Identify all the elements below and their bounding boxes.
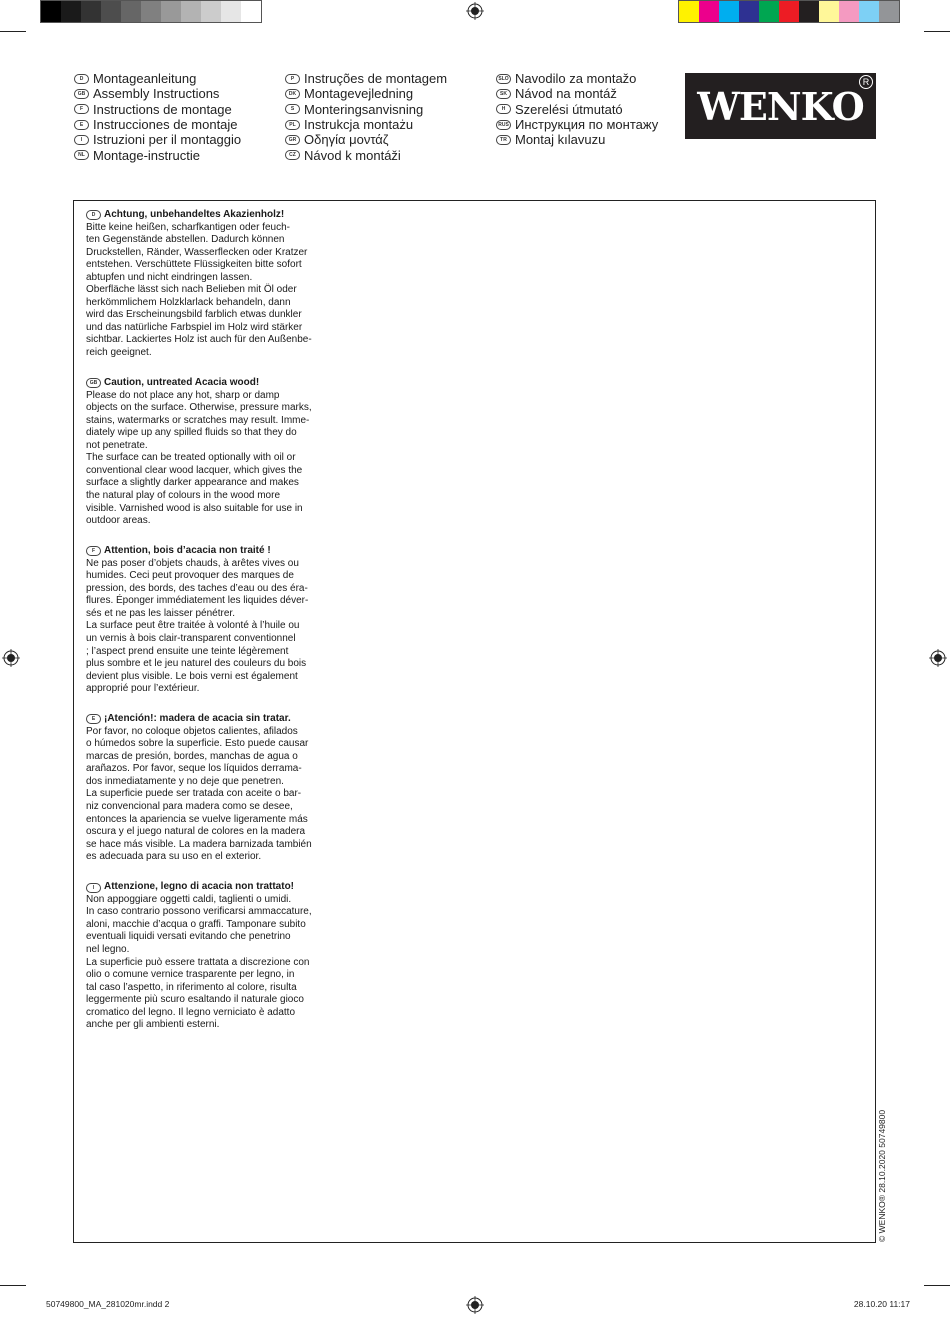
language-item	[285, 147, 447, 162]
section-body: Non appoggiare oggetti caldi, taglienti o umidi. In caso contrario possono verificarsi ammaccature, aloni, macchie d’acqua o graffi. Tamponare subito eventuali liquidi versati evitando che penetrino nel legno. La superficie può essere trattata a discrezione con olio o comune vernice trasparente per legno, in tal caso l’aspetto, in riferimento al colore, risulta leggermente più scuro esaltando il naturale gioco cromatico del legno. Il legno verniciato è adatto anche per gli ambienti esterni.	[86, 893, 312, 1031]
language-code-badge: DK	[285, 89, 300, 99]
language-list-col2	[285, 71, 447, 163]
care-section	[86, 377, 336, 528]
language-item	[496, 102, 658, 117]
language-label: Montage-instructie	[93, 147, 200, 163]
language-label: Instrukcja montażu	[304, 117, 414, 133]
section-title	[86, 377, 336, 390]
language-item	[74, 71, 241, 86]
logo-text: WENKO	[697, 83, 864, 129]
color-swatch	[81, 1, 101, 22]
language-label: Monteringsanvisning	[304, 101, 424, 117]
color-swatch	[739, 1, 759, 22]
language-label: Инструкция по монтажу	[515, 117, 659, 133]
language-code-badge: E	[74, 120, 89, 130]
color-swatch	[699, 1, 719, 22]
language-label: Instruções de montagem	[304, 71, 448, 87]
language-code-badge: H	[496, 104, 511, 114]
language-item	[285, 102, 447, 117]
language-code-badge: SK	[496, 89, 511, 99]
language-code-badge: D	[86, 210, 101, 220]
language-label: Istruzioni per il montaggio	[93, 132, 242, 148]
section-title	[86, 713, 336, 726]
care-instructions	[86, 209, 336, 1049]
color-swatch	[759, 1, 779, 22]
language-item	[496, 117, 658, 132]
language-code-badge: GB	[74, 89, 89, 99]
section-title	[86, 545, 336, 558]
language-item	[285, 71, 447, 86]
language-label: Montagevejledning	[304, 86, 414, 102]
copyright-note: © WENKO® 28.10.2020 50749800	[877, 1109, 887, 1242]
care-section	[86, 209, 336, 360]
section-body: Ne pas poser d’objets chauds, à arêtes vives ou humides. Ceci peut provoquer des marques de pression, des bords, des taches d’eau ou des éra- flures. Éponger immédiatement les liquides déver- sés et ne pas les laisser pénétrer. La surface peut être traitée à volonté à l’huile ou un vernis à bois clair-transparent conventionnel ; l’aspect prend ensuite une teinte légèrement plus sombre et le jeu naturel des couleurs du bois devient plus visible. Le bois verni est également approprié pour l’extérieur.	[86, 557, 309, 695]
language-label: Assembly Instructions	[93, 86, 220, 102]
language-code-badge: NL	[74, 150, 89, 160]
color-swatch	[819, 1, 839, 22]
footer-datetime: 28.10.20 11:17	[853, 1299, 910, 1309]
color-swatch	[221, 1, 241, 22]
wenko-logo	[685, 73, 876, 139]
language-code-badge: I	[86, 883, 101, 893]
language-code-badge: S	[285, 104, 300, 114]
color-swatch	[779, 1, 799, 22]
language-code-badge: GR	[285, 135, 300, 145]
color-swatch	[201, 1, 221, 22]
language-code-badge: F	[74, 104, 89, 114]
section-body: Por favor, no coloque objetos calientes, afilados o húmedos sobre la superficie. Esto puede causar marcas de presión, bordes, manchas de agua o arañazos. Por favor, seque los líquidos derrama- dos inmediatamente y no deje que penetren. La superficie puede ser tratada con aceite o bar- niz convencional para madera como se desee, entonces la apariencia se vuelve ligeramente más oscura y el juego natural de colores en la madera se hace más visible. La madera barnizada también es adecuada para su uso en el exterior.	[86, 725, 312, 863]
care-section	[86, 545, 336, 696]
language-code-badge: E	[86, 714, 101, 724]
language-item	[285, 117, 447, 132]
language-code-badge: F	[86, 546, 101, 556]
language-code-badge: PL	[285, 120, 300, 130]
color-swatch	[799, 1, 819, 22]
language-label: Návod k montáži	[304, 147, 401, 163]
section-body: Please do not place any hot, sharp or damp objects on the surface. Otherwise, pressure marks, stains, watermarks or scratches may result. Imme- diately wipe up any spilled fluids so that they do not penetrate. The surface can be treated optionally with oil or conventional clear wood lacquer, which gives the surface a slightly darker appearance and makes the natural play of colours in the wood more visible. Varnished wood is also suitable for use in outdoor areas.	[86, 389, 312, 527]
language-label: Montaj kılavuzu	[515, 132, 606, 148]
language-label: Navodilo za montažo	[515, 71, 637, 87]
language-label: Montageanleitung	[93, 71, 197, 87]
section-title	[86, 881, 336, 894]
registration-mark-icon	[466, 2, 484, 20]
color-swatch	[101, 1, 121, 22]
language-list-col1	[74, 71, 241, 163]
language-label: Návod na montáž	[515, 86, 617, 102]
language-code-badge: D	[74, 74, 89, 84]
language-item	[285, 132, 447, 147]
crop-mark	[0, 31, 26, 32]
color-swatch	[879, 1, 899, 22]
color-swatch	[719, 1, 739, 22]
crop-mark	[0, 1285, 26, 1286]
color-swatch	[679, 1, 699, 22]
section-title	[86, 209, 336, 222]
language-code-badge: GB	[86, 378, 101, 388]
grayscale-color-bar	[40, 0, 262, 23]
section-heading: Achtung, unbehandeltes Akazienholz!	[104, 209, 285, 220]
color-swatch	[181, 1, 201, 22]
language-item	[74, 86, 241, 101]
section-heading: ¡Atención!: madera de acacia sin tratar.	[104, 713, 291, 725]
language-item	[285, 86, 447, 101]
language-label: Οδηγία μοντάζ	[304, 132, 389, 148]
color-swatch	[161, 1, 181, 22]
language-list-col3	[496, 71, 658, 147]
language-code-badge: RUS	[496, 120, 511, 130]
crop-mark	[924, 1285, 950, 1286]
color-swatch	[839, 1, 859, 22]
language-code-badge: CZ	[285, 150, 300, 160]
language-item	[74, 132, 241, 147]
care-section	[86, 881, 336, 1032]
color-swatch	[859, 1, 879, 22]
color-swatch	[61, 1, 81, 22]
color-swatch	[41, 1, 61, 22]
color-swatch	[241, 1, 261, 22]
language-item	[496, 71, 658, 86]
section-heading: Caution, untreated Acacia wood!	[104, 377, 260, 389]
language-label: Instructions de montage	[93, 101, 232, 117]
section-body: Bitte keine heißen, scharfkantigen oder feuch- ten Gegenstände abstellen. Dadurch können Druckstellen, Ränder, Wasserflecken oder Kratzer entstehen. Verschüttete Flüssigkeiten bitte sofort abtupfen und nicht eindringen lassen. Oberfläche lässt sich nach Belieben mit Öl oder herkömmlichem Holzklarlack behandeln, dann wird das Erscheinungsbild farblich etwas dunkler und das natürliche Farbspiel im Holz wird stärker sichtbar. Lackiertes Holz ist auch für den Außenbe- reich geeignet.	[86, 221, 312, 359]
care-section	[86, 713, 336, 864]
language-label: Szerelési útmutató	[515, 101, 623, 117]
registration-mark-icon	[2, 649, 20, 667]
language-item	[74, 117, 241, 132]
language-item	[496, 86, 658, 101]
footer-filename: 50749800_MA_281020mr.indd 2	[46, 1299, 170, 1309]
section-heading: Attenzione, legno di acacia non trattato!	[104, 881, 295, 893]
language-label: Instrucciones de montaje	[93, 117, 238, 133]
language-code-badge: P	[285, 74, 300, 84]
color-swatch	[141, 1, 161, 22]
section-heading: Attention, bois d’acacia non traité !	[104, 545, 271, 557]
language-item	[496, 132, 658, 147]
color-swatch	[121, 1, 141, 22]
crop-mark	[924, 31, 950, 32]
language-code-badge: SLO	[496, 74, 511, 84]
registration-mark-icon	[466, 1296, 484, 1314]
process-color-bar	[678, 0, 900, 23]
registration-mark-icon	[929, 649, 947, 667]
language-item	[74, 147, 241, 162]
registered-trademark-icon: R	[859, 75, 873, 89]
language-code-badge: TR	[496, 135, 511, 145]
language-code-badge: I	[74, 135, 89, 145]
language-item	[74, 102, 241, 117]
